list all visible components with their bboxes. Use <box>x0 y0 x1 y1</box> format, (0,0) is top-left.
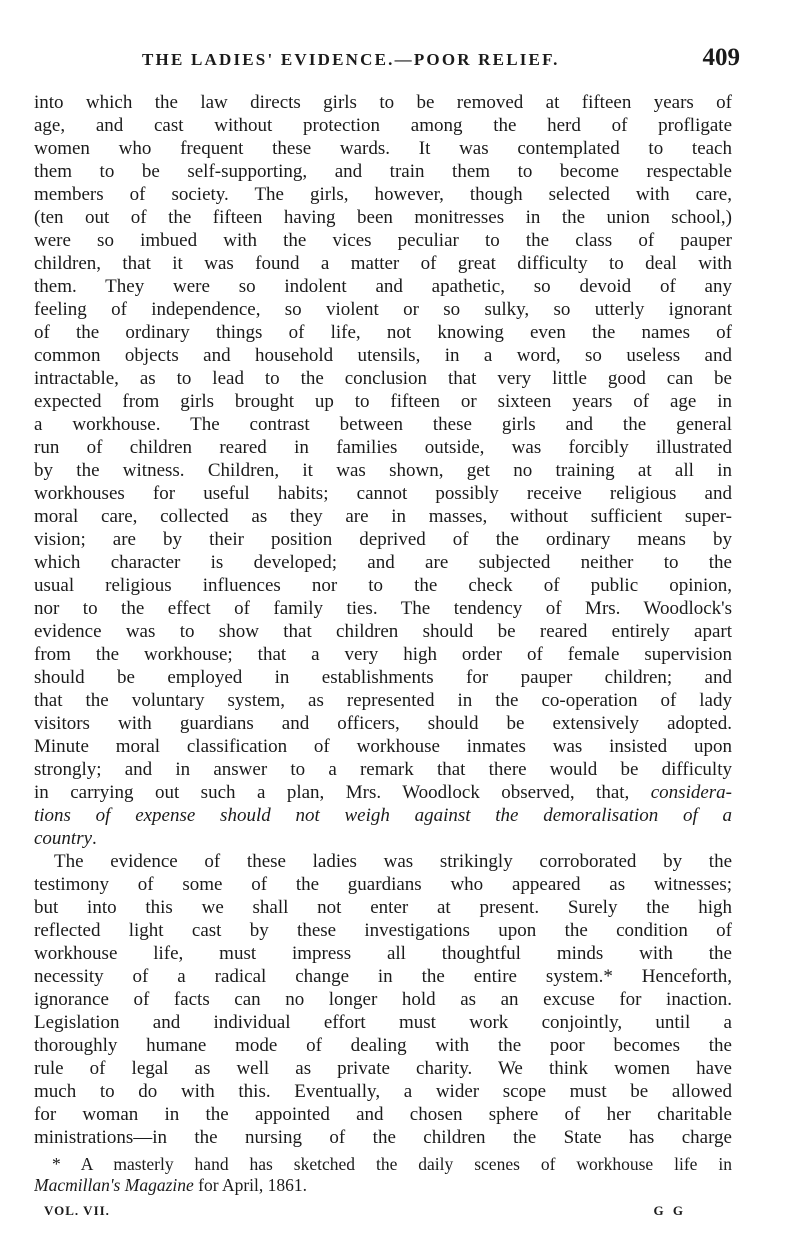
text-line <box>34 804 732 827</box>
text-line <box>34 321 732 344</box>
text-line <box>34 298 732 321</box>
text-line <box>34 896 732 919</box>
text-line-roman: necessity of a radical change in the entire system.* Henceforth, <box>34 966 732 987</box>
text-line-roman: evidence was to show that children should be reared entirely apart <box>34 621 732 642</box>
text-line-roman: ministrations—in the nursing of the children the State has charge <box>34 1127 732 1148</box>
text-line-roman: them. They were so indolent and apathetic, so devoid of any <box>34 276 732 297</box>
text-line-italic: considera- <box>650 782 732 803</box>
text-line-roman: which character is developed; and are subjected neither to the <box>34 552 732 573</box>
text-line <box>34 873 732 896</box>
text-line-punctuation: . <box>92 828 97 849</box>
text-line-roman: women who frequent these wards. It was contemplated to teach <box>34 138 732 159</box>
text-line <box>34 758 732 781</box>
text-line <box>34 459 732 482</box>
text-line <box>34 413 732 436</box>
footnote-line <box>34 1175 732 1196</box>
body-text <box>34 91 732 1149</box>
text-line-roman: but into this we shall not enter at present. Surely the high <box>34 897 732 918</box>
footnote-magazine-title: Macmillan's Magazine <box>34 1175 194 1195</box>
text-line-roman: visitors with guardians and officers, should be extensively adopted. <box>34 713 732 734</box>
text-line <box>34 528 732 551</box>
text-line <box>34 689 732 712</box>
text-line-roman: intractable, as to lead to the conclusion that very little good can be <box>34 368 732 389</box>
signature-mark: G G <box>653 1203 686 1218</box>
text-line-roman: strongly; and in answer to a remark that there would be difficulty <box>34 759 732 780</box>
text-line-roman: age, and cast without protection among the herd of profligate <box>34 115 732 136</box>
text-line-roman: them to be self-supporting, and train them to become respectable <box>34 161 732 182</box>
footnote <box>34 1154 732 1196</box>
text-line-roman: reflected light cast by these investigations upon the condition of <box>34 920 732 941</box>
text-line-roman: of the ordinary things of life, not knowing even the names of <box>34 322 732 343</box>
text-line-roman: were so imbued with the vices peculiar to the class of pauper <box>34 230 732 251</box>
text-line-roman: a workhouse. The contrast between these girls and the general <box>34 414 732 435</box>
text-line-roman: usual religious influences nor to the check of public opinion, <box>34 575 732 596</box>
text-line-roman: vision; are by their position deprived of the ordinary means by <box>34 529 732 550</box>
text-line <box>34 137 732 160</box>
page-footer <box>44 1203 686 1223</box>
text-line <box>34 160 732 183</box>
text-line <box>34 91 732 114</box>
text-line-roman: Legislation and individual effort must work conjointly, until a <box>34 1012 732 1033</box>
text-line <box>34 114 732 137</box>
text-line <box>34 390 732 413</box>
text-line <box>34 206 732 229</box>
text-line-roman: Minute moral classification of workhouse inmates was insisted upon <box>34 736 732 757</box>
text-line-roman: workhouses for useful habits; cannot possibly receive religious and <box>34 483 732 504</box>
text-line <box>34 1126 732 1149</box>
footnote-date: for April, 1861. <box>193 1175 308 1195</box>
text-line <box>34 597 732 620</box>
text-line-italic: tions of expense should not weigh against the demoralisation of a <box>34 805 732 826</box>
text-line-roman: should be employed in establishments for pauper children; and <box>34 667 732 688</box>
text-line <box>34 344 732 367</box>
text-line <box>34 1080 732 1103</box>
text-line-roman: thoroughly humane mode of dealing with the poor becomes the <box>34 1035 732 1056</box>
text-line <box>34 919 732 942</box>
text-line-roman: (ten out of the fifteen having been monitresses in the union school,) <box>34 207 732 228</box>
text-line <box>34 1034 732 1057</box>
text-line <box>34 712 732 735</box>
text-line-italic: country <box>34 828 93 849</box>
text-line <box>34 942 732 965</box>
text-line-roman: that the voluntary system, as represented in the co-operation of lady <box>34 690 732 711</box>
text-line <box>34 666 732 689</box>
text-line-roman: by the witness. Children, it was shown, get no training at all in <box>34 460 732 481</box>
running-head: THE LADIES' EVIDENCE.—POOR RELIEF. <box>142 50 560 69</box>
text-line <box>34 1011 732 1034</box>
text-line-roman: testimony of some of the guardians who appeared as witnesses; <box>34 874 732 895</box>
text-line <box>34 229 732 252</box>
text-line <box>34 620 732 643</box>
text-line <box>34 252 732 275</box>
text-line <box>34 183 732 206</box>
footnote-line: * A masterly hand has sketched the daily scenes of workhouse life in <box>52 1154 732 1174</box>
text-line <box>34 1057 732 1080</box>
text-line <box>34 827 732 850</box>
text-line <box>34 367 732 390</box>
text-line <box>34 850 732 873</box>
text-line <box>34 436 732 459</box>
text-line-roman: run of children reared in families outside, was forcibly illustrated <box>34 437 732 458</box>
text-line-roman: The evidence of these ladies was strikingly corroborated by the <box>54 851 732 872</box>
text-line <box>34 551 732 574</box>
volume-label: VOL. VII. <box>44 1203 110 1218</box>
text-line <box>34 1103 732 1126</box>
text-line <box>34 781 732 804</box>
text-line-roman: workhouse life, must impress all thoughtful minds with the <box>34 943 732 964</box>
text-line <box>34 643 732 666</box>
text-line-roman: expected from girls brought up to fifteen or sixteen years of age in <box>34 391 732 412</box>
page-header <box>34 44 740 78</box>
text-line <box>34 275 732 298</box>
text-line <box>34 988 732 1011</box>
text-line-roman: nor to the effect of family ties. The tendency of Mrs. Woodlock's <box>34 598 732 619</box>
text-line <box>34 965 732 988</box>
text-line-roman: members of society. The girls, however, though selected with care, <box>34 184 732 205</box>
text-line-roman: into which the law directs girls to be removed at fifteen years of <box>34 92 732 113</box>
text-line-roman: children, that it was found a matter of great difficulty to deal with <box>34 253 732 274</box>
text-line-roman: for woman in the appointed and chosen sphere of her charitable <box>34 1104 732 1125</box>
page-number: 409 <box>702 44 740 71</box>
text-line-roman: in carrying out such a plan, Mrs. Woodlock observed, that, <box>34 782 630 803</box>
text-line-roman: common objects and household utensils, in a word, so useless and <box>34 345 732 366</box>
text-line-roman: moral care, collected as they are in masses, without sufficient super- <box>34 506 732 527</box>
text-line-roman: rule of legal as well as private charity. We think women have <box>34 1058 732 1079</box>
text-line-roman: much to do with this. Eventually, a wider scope must be allowed <box>34 1081 732 1102</box>
text-line-roman: feeling of independence, so violent or so sulky, so utterly ignorant <box>34 299 732 320</box>
text-line-roman: from the workhouse; that a very high order of female supervision <box>34 644 732 665</box>
text-line <box>34 505 732 528</box>
text-line <box>34 735 732 758</box>
text-line <box>34 482 732 505</box>
text-line <box>34 574 732 597</box>
text-line-roman: ignorance of facts can no longer hold as an excuse for inaction. <box>34 989 732 1010</box>
